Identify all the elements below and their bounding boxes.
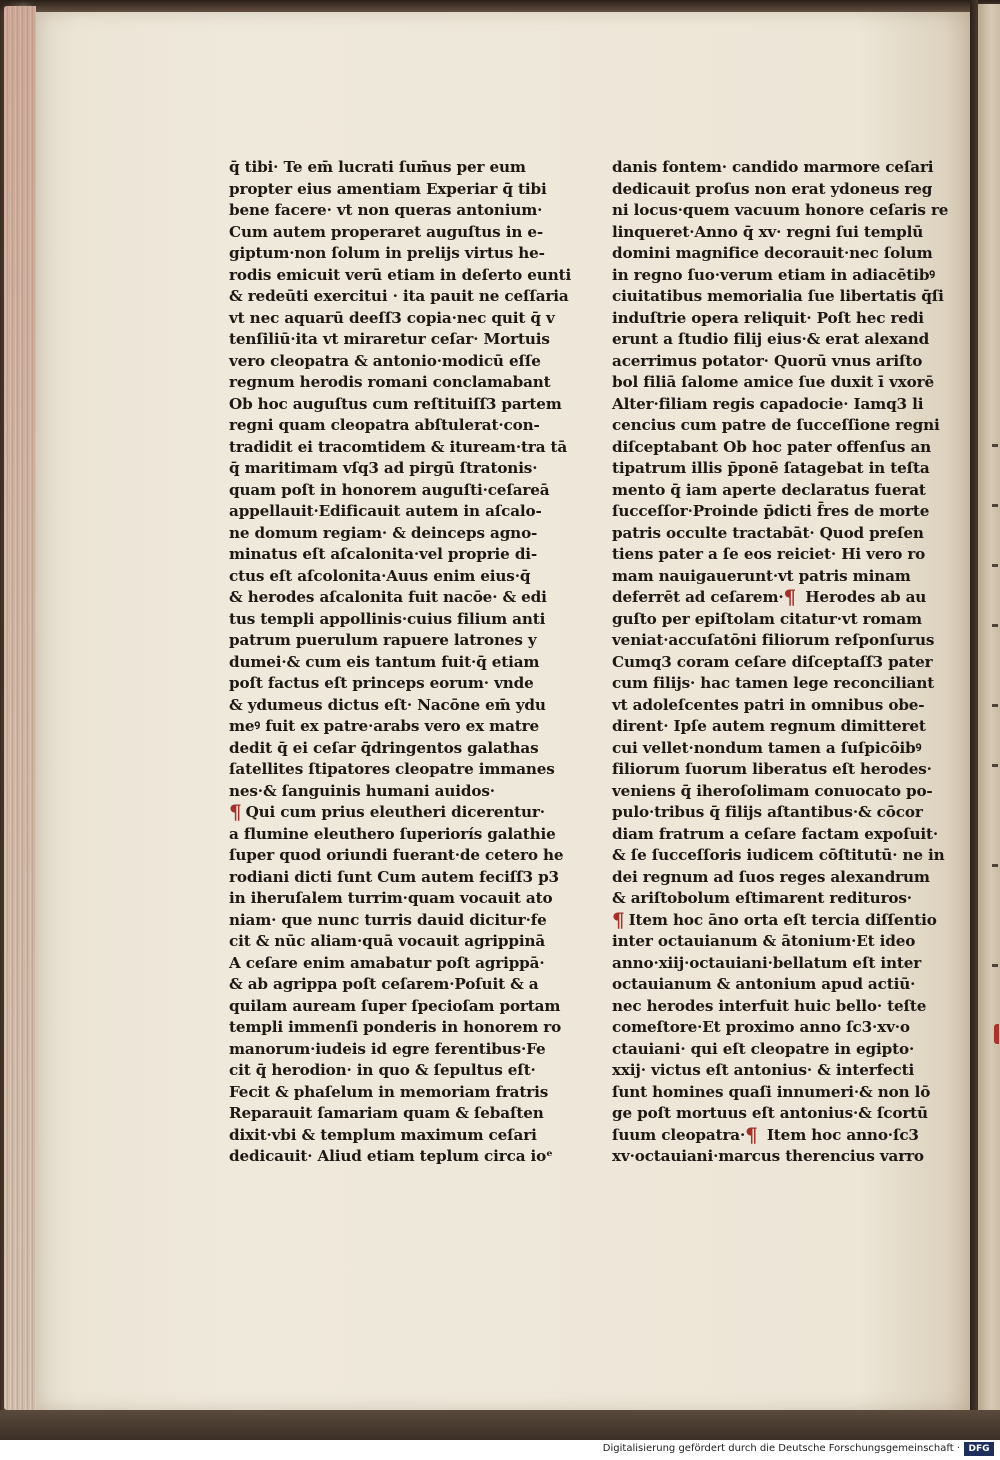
line-text: ſuum cleopatra· [612,1125,746,1144]
text-line: dedicauit proſus non erat ydoneus reg [612,179,933,198]
text-line [612,907,937,932]
text-line: comeſtore·Et proximo anno ſc3·xv·o [612,1018,910,1036]
text-line: vero cleopatra & antonio·modicū eſſe [229,351,541,370]
text-line: regni quam cleopatra abſtulerat·con- [229,416,540,434]
dfg-logo: DFG [964,1442,994,1456]
text-line: & ariſtobolum eſtimarent redituros· [612,889,912,907]
footer-bar [0,1440,1000,1460]
text-line: Reparauit ſamariam quam & ſebaſten [229,1104,544,1122]
text-line: rodiani dicti ſunt Cum autem feciſſ3 p3 [229,867,559,886]
text-line: quam poſt in honorem auguſti·ceſareā [229,480,550,499]
text-line: cit q̄ herodion· in quo & ſepultus eſt· [229,1061,536,1079]
text-line: mento q̄ iam aperte declaratus fuerat [612,480,926,499]
text-line: quilam auream ſuper ſpecioſam portam [229,996,561,1015]
text-line: q̄ maritimam vſq3 ad pirgū ſtratonis· [229,459,538,477]
next-page-edge [978,4,1000,1440]
text-line [612,587,932,609]
text-line: induſtrie opera reliquit· Poſt hec redi [612,308,924,327]
text-line: inter octauianum & ātonium·Et ideo [612,932,916,950]
text-line: filiorum ſuorum liberatus eſt herodes· [612,760,932,778]
text-line: niam· que nunc turris dauid dicitur·fe [229,910,547,929]
text-line: tipatrum illis p̄ponē ſatagebat in teſta [612,459,930,477]
text-line: manorum·iudeis id egre ferentibus·Fe [229,1039,546,1058]
text-line: veniens q̄ iheroſolimam conuocato po- [612,781,933,800]
rubric-paragraph-mark: ¶ [612,907,625,932]
text-line: ſuper quod oriundi fuerant·de cetero he [229,846,564,864]
right-text-column [612,157,949,1168]
bottom-shadow [0,1410,1000,1440]
text-line: & redeūti exercitui · ita pauit ne ceſſaria [229,287,569,305]
text-line: meꝰ fuit ex patre·arabs vero ex matre [229,717,539,735]
text-line: regnum herodis romani conclamabant [229,373,551,391]
text-line: dedit q̄ ei ceſar q̄dringentos galathas [229,738,539,757]
text-line: danis fontem· candido marmore ceſari [612,158,934,176]
text-line: tradidit ei tracomtidem & ituream·tra tā [229,437,568,456]
text-line: cit & nūc aliam·quā vocauit agrippinā [229,932,546,950]
left-text-column [229,157,572,1168]
text-line: in iheruſalem turrim·quam vocauit ato [229,889,553,907]
text-line: Cum autem properaret auguſtus in e- [229,222,544,241]
text-line: dirent· Ipſe autem regnum dimitteret [612,717,926,735]
text-line: ne domum regiam· & deinceps agno- [229,523,538,542]
text-line: Fecit & phaſelum in memoriam fratris [229,1082,549,1101]
page-edges [4,6,36,1410]
rubric-paragraph-mark: ¶ [745,1122,758,1147]
text-line: minatus eſt aſcalonita·vel proprie di- [229,545,538,563]
text-line: propter eius amentiam Experiar q̄ tibi [229,179,547,198]
text-line: xv·octauiani·marcus therencius varro [612,1147,924,1165]
text-line: mam nauigauerunt·vt patris minam [612,566,911,585]
text-line: ni locus·quem vacuum honore ceſaris re [612,201,949,219]
text-line: giptum·non ſolum in prelijs virtus he- [229,244,545,262]
line-text: Qui cum prius eleutheri dicerentur· [245,803,545,821]
text-line: q̄ tibi· Te em̄ lucrati ſum̄us per eum [229,158,526,176]
text-line [229,802,549,824]
text-line: appellauit·Edificauit autem in aſcalo- [229,502,542,520]
text-line [612,1122,932,1147]
funding-credit: Digitalisierung gefördert durch die Deutsche Forschungsgemeinschaft · [602,1443,960,1454]
text-line: nes·& ſanguinis humani auidos· [229,781,495,800]
text-line: ctus eſt aſcolonita·Auus enim eius·q̄ [229,566,531,585]
text-line: dumei·& cum eis tantum fuit·q̄ etiam [229,652,540,671]
line-text: deferrēt ad ceſarem· [612,588,784,606]
text-line: A ceſare enim amabatur poſt agrippā· [229,953,545,972]
text-line: tus templi appollinis·cuius filium anti [229,609,546,628]
text-line: rodis emicuit verū etiam in deſerto eunti [229,265,572,284]
text-line: templi immenſi ponderis in honorem ro [229,1018,562,1036]
text-line: veniat·accuſatōni filiorum reſponſurus [612,631,935,649]
text-line: anno·xiij·octauiani·bellatum eſt inter [612,953,922,972]
binding-gutter [970,0,978,1440]
text-line: vt adoleſcentes patri in omnibus obe- [612,695,925,714]
text-line: bene facere· vt non queras antonium· [229,201,543,219]
rubric-paragraph-mark: ¶ [783,585,797,609]
text-line: acerrimus potator· Quorū vnus ariſto [612,351,923,370]
text-line: ge poſt mortuus eſt antonius·& ſcortū [612,1104,928,1122]
text-line: tiens pater a ſe eos reiciet· Hi vero ro [612,545,926,563]
text-line: & herodes aſcalonita fuit nacōe· & edi [229,588,547,606]
text-line: vt nec aquarū deeſſ3 copia·nec quit q̄ v [229,308,555,327]
rubric-paragraph-mark: ¶ [229,800,242,824]
text-line: dei regnum ad ſuos reges alexandrum [612,867,930,886]
text-line: ciuitatibus memorialia ſue libertatis q̄ſi [612,287,944,305]
text-line: diſceptabant Ob hoc pater offenſus an [612,437,932,456]
line-text: Item hoc āno orta eſt tercia diſſentio [628,910,937,929]
text-line: xxij· victus eſt antonius· & interfecti [612,1061,915,1079]
text-line: nec herodes interfuit huic bello· teſte [612,996,927,1015]
line-text: Herodes ab au [800,588,927,606]
text-line: diam fratrum a ceſare factam expoſuit· [612,824,938,843]
text-line: dedicauit· Aliud etiam teplum circa ioᵉ [229,1147,553,1165]
text-line: bol filiā ſalome amice ſue duxit ī vxorē [612,373,934,391]
text-line: tenſiliū·ita vt miraretur ceſar· Mortuis [229,330,550,348]
text-line: linqueret·Anno q̄ xv· regni ſui templū [612,222,924,241]
text-line: cencius cum patre de ſucceſſione regni [612,416,940,434]
text-line: pulo·tribus q̄ filijs aſtantibus·& cōcor [612,803,923,821]
text-line: erunt a ſtudio filij eius·& erat alexand [612,330,930,348]
text-line: poſt factus eſt princeps eorum· vnde [229,674,534,692]
text-line: patris occulte tractabāt· Quod preſen [612,523,924,542]
text-line: ſunt homines quaſi innumeri·& non lō [612,1082,931,1101]
text-line: a flumine eleuthero ſuperiorís galathie [229,824,556,843]
text-line: octauianum & antonium apud actiū· [612,975,916,993]
text-line: ſucceſſor·Proinde p̄dicti f̄res de morte [612,502,930,520]
text-line: Ob hoc auguſtus cum reſtituiſſ3 partem [229,394,562,413]
text-line: Cumq3 coram ceſare diſceptaſſ3 pater [612,652,933,671]
text-line: & ab agrippa poſt ceſarem·Poſuit & a [229,975,539,993]
text-line: dixit·vbi & templum maximum ceſari [229,1125,537,1144]
line-text: Item hoc anno·ſc3 [761,1125,919,1144]
text-line: Alter·filiam regis capadocie· Iamq3 li [612,394,924,413]
text-line: ſatellites ſtipatores cleopatre immanes [229,760,555,778]
text-line: guſto per epiſtolam citatur·vt romam [612,609,922,628]
text-line: ctauiani· qui eſt cleopatre in egipto· [612,1039,915,1058]
rubric-mark [994,1024,999,1044]
text-line: & ſe ſucceſſoris iudicem cōſtitutū· ne in [612,846,945,864]
text-line: cum filijs· hac tamen lege reconciliant [612,674,935,692]
text-line: cui vellet·nondum tamen a ſuſpicōibꝰ [612,738,922,757]
text-line: & ydumeus dictus eſt· Nacōne em̄ ydu [229,695,546,714]
text-line: in regno ſuo·verum etiam in adiacētibꝰ [612,265,935,284]
text-line: domini magnifice decorauit·nec ſolum [612,244,933,262]
text-line: patrum puerulum rapuere latrones y [229,631,537,649]
